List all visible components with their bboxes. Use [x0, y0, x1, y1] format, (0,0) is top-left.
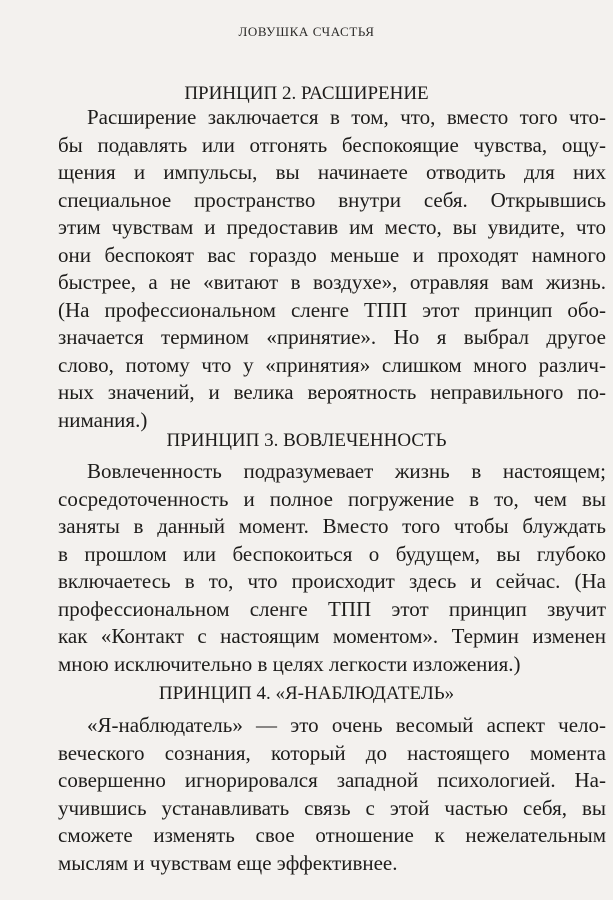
text-line: как «Контакт с настоящим моментом». Термин изменен	[58, 624, 606, 648]
text-line: нимания.)	[58, 407, 148, 432]
text-line: Расширение заключается в том, что, вместо того что-	[87, 105, 606, 129]
text-line: (На профессиональном сленге ТПП этот принцип обо-	[58, 297, 606, 322]
text-line: специальное пространство внутри себя. Открывшись	[58, 187, 606, 212]
text-line: заняты в данный момент. Вместо того чтобы блуждать	[58, 514, 606, 538]
section-title-principle-4: ПРИНЦИП 4. «Я-НАБЛЮДАТЕЛЬ»	[158, 683, 455, 704]
text-line: сосредоточенность и полное погружение в то, чем вы	[58, 486, 606, 511]
text-line: мыслям и чувствам еще эффективнее.	[58, 850, 398, 875]
text-line: мною исключительно в целях легкости изложения.)	[58, 651, 521, 676]
section-body-principle-3	[58, 458, 606, 678]
text-line: профессиональном сленге ТПП этот принцип звучит	[58, 596, 606, 621]
section-body-principle-4	[58, 712, 606, 877]
text-line: веческого сознания, который до настоящего момента	[58, 740, 606, 765]
text-line: быстрее, а не «витают в воздухе», отравляя вам жизнь.	[58, 270, 606, 294]
text-line: сможете изменять свое отношение к нежелательным	[58, 823, 606, 847]
text-line: Вовлеченность подразумевает жизнь в настоящем;	[87, 459, 606, 483]
text-line: этим чувствам и предоставив им место, вы увидите, что	[58, 215, 606, 239]
text-line: включаетесь в то, что происходит здесь и сейчас. (На	[58, 569, 606, 593]
text-line: совершенно игнорировался западной психологией. На-	[58, 768, 606, 792]
text-line: значается термином «принятие». Но я выбрал другое	[58, 325, 606, 349]
text-line: учившись устанавливать связь с этой частью себя, вы	[58, 795, 606, 820]
running-header: ЛОВУШКА СЧАСТЬЯ	[238, 24, 375, 39]
text-line: слово, потому что у «принятия» слишком много различ-	[58, 352, 606, 377]
text-line: бы подавлять или отгонять беспокоящие чувства, ощу-	[58, 132, 606, 157]
text-line: они беспокоят вас гораздо меньше и проходят намного	[58, 242, 606, 267]
text-line: «Я-наблюдатель» — это очень весомый аспект чело-	[87, 713, 606, 737]
section-body-principle-2	[58, 104, 606, 434]
text-line: ных значений, и велика вероятность неправильного по-	[58, 380, 606, 404]
section-title-principle-3: ПРИНЦИП 3. ВОВЛЕЧЕННОСТЬ	[166, 430, 447, 451]
section-title-principle-2: ПРИНЦИП 2. РАСШИРЕНИЕ	[184, 83, 429, 104]
text-line: в прошлом или беспокоиться о будущем, вы глубоко	[58, 541, 606, 566]
text-line: щения и импульсы, вы начинаете отводить для них	[58, 160, 606, 184]
